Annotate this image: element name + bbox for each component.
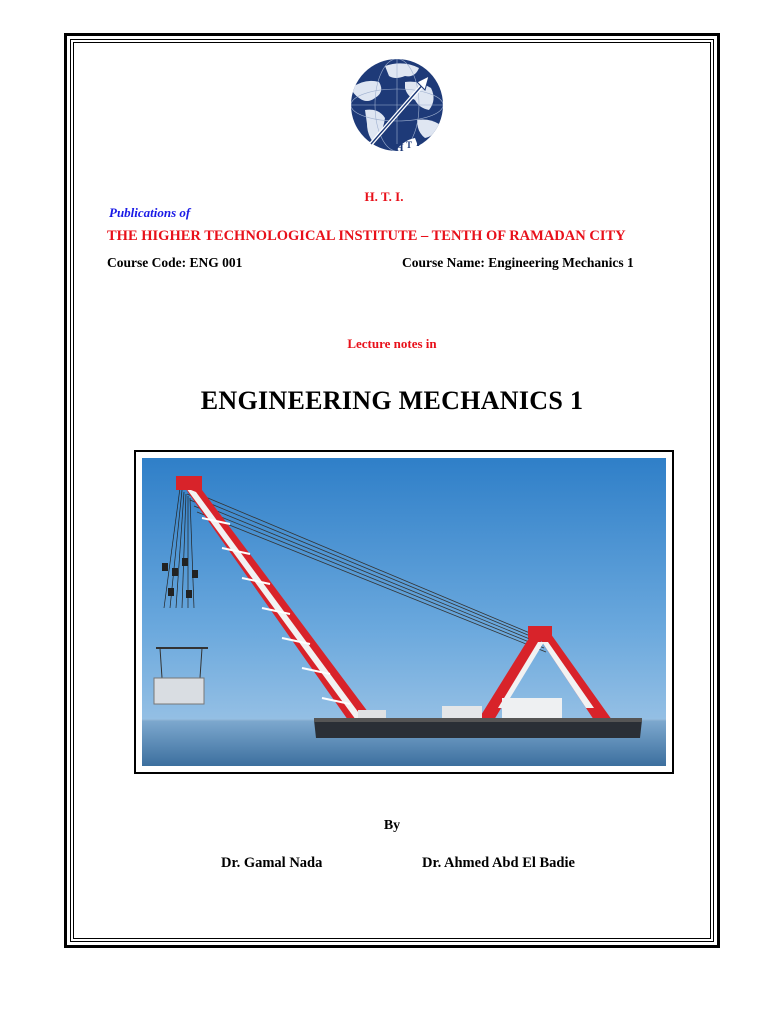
svg-text:H: H [395,142,404,154]
svg-text:I: I [416,138,420,148]
lecture-notes-label: Lecture notes in [347,336,437,351]
hti-logo [345,58,451,158]
course-code: Course Code: ENG 001 [107,255,243,270]
svg-text:T: T [406,140,413,150]
document-title: ENGINEERING MECHANICS 1 [200,386,584,415]
author-name: Dr. Ahmed Abd El Badie [422,855,575,871]
publications-label: Publications of [109,205,191,220]
institute-name: THE HIGHER TECHNOLOGICAL INSTITUTE – TENTH OF RAMADAN CITY [107,228,626,244]
by-label: By [383,818,401,833]
author-name: Dr. Gamal Nada [221,855,323,871]
course-name: Course Name: Engineering Mechanics 1 [402,255,634,270]
crane-ship-photo [142,458,666,766]
institute-acronym: H. T. I. [364,189,404,204]
